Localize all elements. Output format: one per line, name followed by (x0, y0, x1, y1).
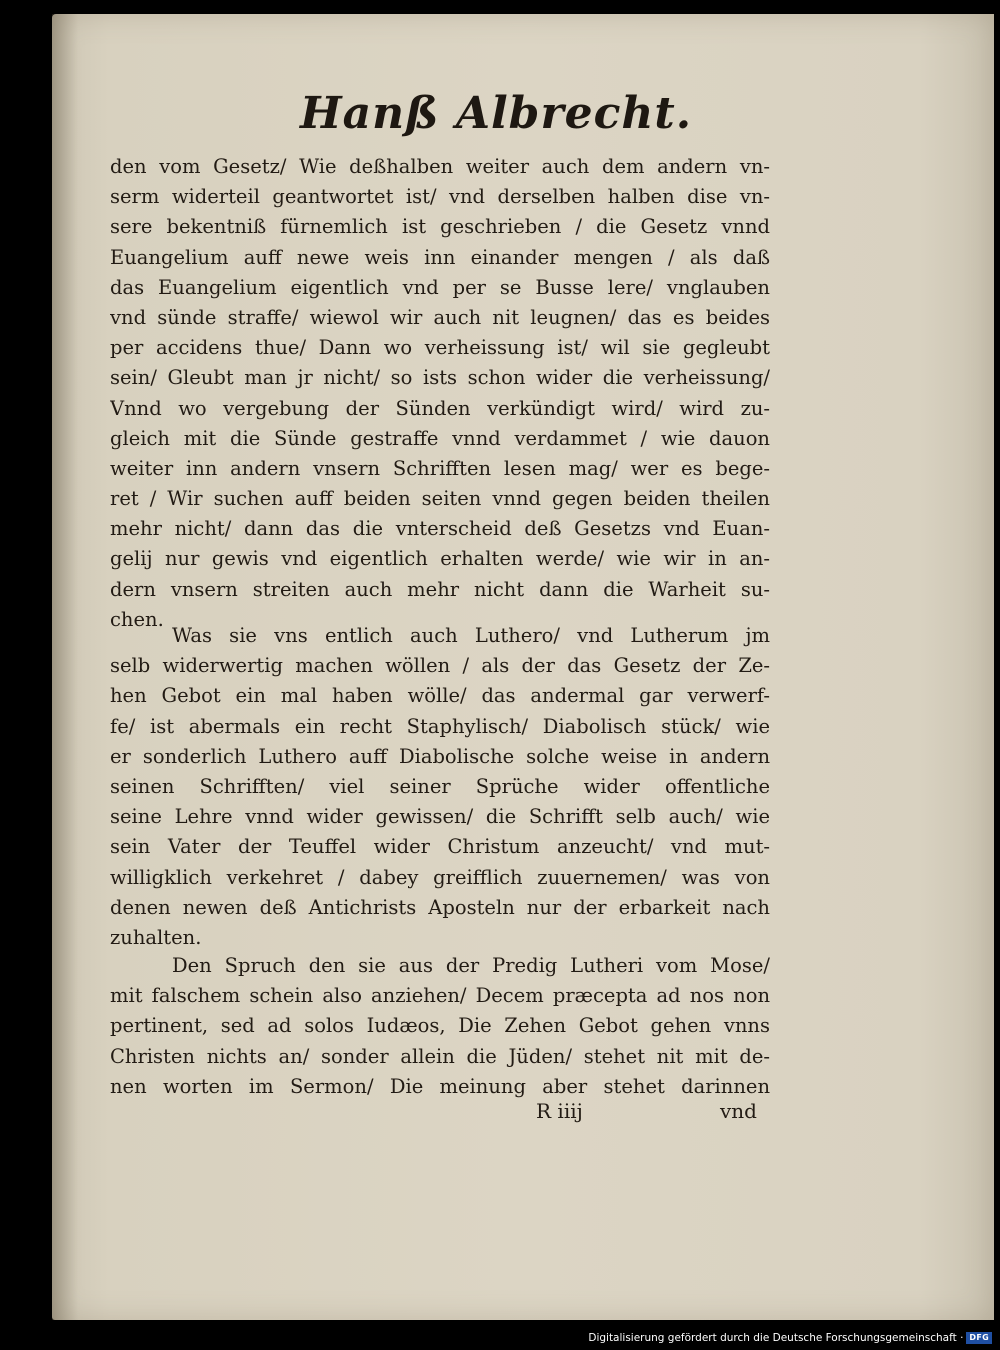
catchword: vnd (720, 1099, 757, 1123)
page-gutter-shadow (52, 14, 78, 1320)
text-line: chen. (110, 607, 164, 631)
text-line: willigklich verkehret / dabey greifflich zuuernemen/ was von (110, 865, 770, 889)
text-line: denen newen deß Antichrists Aposteln nur der erbarkeit nach (110, 895, 770, 919)
credit-text: Digitalisierung gefördert durch die Deutsche Forschungsgemeinschaft · (588, 1332, 964, 1344)
text-line: sein Vater der Teuffel wider Christum anzeucht/ vnd mut- (110, 835, 770, 859)
text-line: vnd sünde straffe/ wiewol wir auch nit leugnen/ das es beides (110, 305, 770, 329)
text-line: seine Lehre vnnd wider gewissen/ die Schrifft selb auch/ wie (110, 805, 770, 829)
digitization-credit (588, 1332, 992, 1344)
text-line: zuhalten. (110, 925, 202, 949)
text-line: mehr nicht/ dann das die vnterscheid deß Gesetzs vnd Euan- (110, 517, 770, 541)
text-line: er sonderlich Luthero auff Diabolische solche weise in andern (110, 744, 770, 768)
text-line: nen worten im Sermon/ Die meinung aber stehet darinnen (110, 1074, 770, 1098)
text-line: ret / Wir suchen auff beiden seiten vnnd gegen beiden theilen (110, 487, 770, 511)
text-line: serm widerteil geantwortet ist/ vnd derselben halben dise vn- (110, 185, 770, 209)
text-line: den vom Gesetz/ Wie deßhalben weiter auch dem andern vn- (110, 155, 770, 178)
text-line: weiter inn andern vnsern Schrifften lesen mag/ wer es bege- (110, 456, 770, 480)
text-line: mit falschem schein also anziehen/ Decem præcepta ad nos non (110, 984, 770, 1008)
text-line: sere bekentniß fürnemlich ist geschrieben / die Gesetz vnnd (110, 215, 770, 239)
text-line: Den Spruch den sie aus der Predig Lutheri vom Mose/ (172, 954, 770, 977)
text-line: per accidens thue/ Dann wo verheissung ist/ wil sie gegleubt (110, 336, 770, 360)
paragraph-3 (110, 951, 770, 1102)
text-line: Christen nichts an/ sonder allein die Jüden/ stehet nit mit de- (110, 1044, 770, 1068)
paragraph-2 (110, 621, 770, 953)
text-line: Vnnd wo vergebung der Sünden verkündigt wird/ wird zu- (110, 396, 770, 420)
signature-mark: R iiij (536, 1099, 583, 1123)
text-line: dern vnsern streiten auch mehr nicht dann die Warheit su- (110, 577, 770, 601)
text-line: sein/ Gleubt man jr nicht/ so ists schon wider die verheissung/ (110, 366, 770, 390)
text-line: seinen Schrifften/ viel seiner Sprüche wider offentliche (110, 774, 770, 798)
text-line: fe/ ist abermals ein recht Staphylisch/ Diabolisch stück/ wie (110, 714, 770, 738)
paragraph-1 (110, 152, 770, 635)
text-line: hen Gebot ein mal haben wölle/ das andermal gar verwerf- (110, 684, 770, 708)
text-line: gleich mit die Sünde gestraffe vnnd verdammet / wie dauon (110, 426, 770, 450)
running-heading: Hanß Albrecht. (300, 88, 693, 139)
dfg-logo-icon: DFG (966, 1332, 992, 1344)
text-line: pertinent, sed ad solos Iudæos, Die Zehen Gebot gehen vnns (110, 1014, 770, 1038)
text-line: Was sie vns entlich auch Luthero/ vnd Lutherum jm (172, 624, 770, 647)
text-line: selb widerwertig machen wöllen / als der das Gesetz der Ze- (110, 654, 770, 678)
text-line: gelij nur gewis vnd eigentlich erhalten werde/ wie wir in an- (110, 547, 770, 571)
text-line: das Euangelium eigentlich vnd per se Busse lere/ vnglauben (110, 275, 770, 299)
text-line: Euangelium auff newe weis inn einander mengen / als daß (110, 245, 770, 269)
